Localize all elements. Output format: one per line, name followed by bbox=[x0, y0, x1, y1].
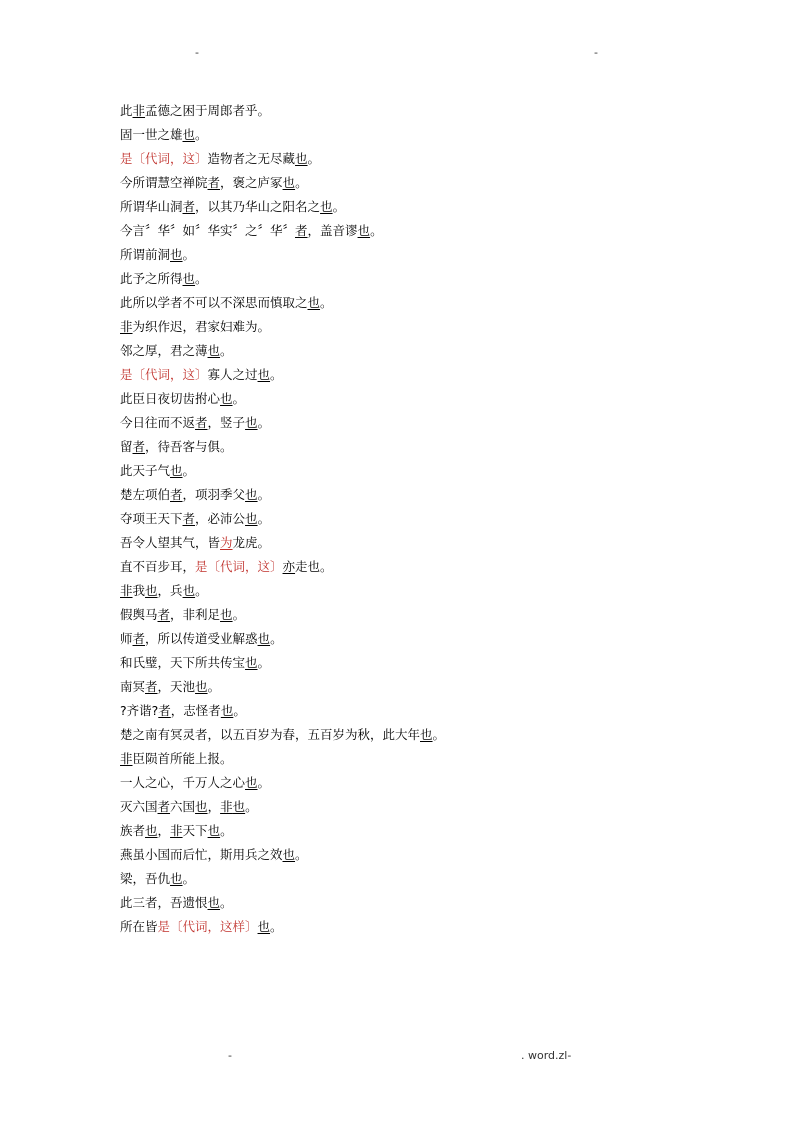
underlined-keyword: 也 bbox=[245, 775, 258, 790]
text-segment: 夺项王天下 bbox=[120, 511, 183, 526]
underlined-keyword: 者 bbox=[132, 439, 146, 454]
annotation-text: 是〔代词，这〕 bbox=[120, 367, 208, 382]
underlined-keyword: 者 bbox=[207, 175, 221, 190]
underlined-keyword: 为 bbox=[220, 535, 233, 550]
text-segment: 。 bbox=[232, 391, 246, 406]
underlined-keyword: 也 bbox=[245, 655, 258, 670]
text-line bbox=[120, 533, 740, 557]
text-line bbox=[120, 125, 740, 149]
text-segment: 所谓前洞 bbox=[120, 247, 171, 262]
text-segment: 师 bbox=[120, 631, 133, 646]
underlined-keyword: 也 bbox=[182, 271, 196, 286]
text-line bbox=[120, 269, 740, 293]
text-segment: ，项羽季父 bbox=[182, 487, 246, 502]
text-line bbox=[120, 893, 740, 917]
underlined-keyword: 非 bbox=[132, 103, 146, 118]
underlined-keyword: 者 bbox=[157, 607, 171, 622]
text-line bbox=[120, 821, 740, 845]
text-line bbox=[120, 437, 740, 461]
text-segment: 。 bbox=[332, 199, 346, 214]
underlined-keyword: 也 bbox=[207, 343, 221, 358]
text-line bbox=[120, 245, 740, 269]
text-segment: 。 bbox=[257, 487, 271, 502]
text-segment: 此三者，吾遗恨 bbox=[120, 895, 208, 910]
underlined-keyword: 者 bbox=[158, 703, 171, 718]
text-segment: 此 bbox=[120, 103, 133, 118]
text-segment: 所在皆 bbox=[120, 919, 158, 934]
text-segment: 。 bbox=[220, 343, 233, 358]
text-segment: ，志怪者 bbox=[170, 703, 221, 718]
text-line bbox=[120, 341, 740, 365]
text-segment: 我 bbox=[132, 583, 146, 598]
text-segment: 。 bbox=[320, 295, 333, 310]
text-segment: 。 bbox=[257, 511, 271, 526]
text-segment: 。 bbox=[245, 799, 258, 814]
text-line bbox=[120, 605, 740, 629]
underlined-keyword: 也 bbox=[245, 487, 258, 502]
underlined-keyword: 也 bbox=[257, 919, 271, 934]
text-line bbox=[120, 317, 740, 341]
text-segment: ，以其乃华山之阳名之 bbox=[195, 199, 321, 214]
text-segment: 。 bbox=[270, 919, 283, 934]
text-segment: 南冥 bbox=[120, 679, 146, 694]
text-segment: 今所谓慧空禅院 bbox=[120, 175, 208, 190]
text-line bbox=[120, 653, 740, 677]
text-segment: 留 bbox=[120, 439, 133, 454]
text-segment: 。 bbox=[195, 127, 208, 142]
text-segment: 此予之所得 bbox=[120, 271, 183, 286]
text-segment: 臣陨首所能上报。 bbox=[132, 751, 233, 766]
underlined-keyword: 者 bbox=[157, 799, 171, 814]
text-segment: 。 bbox=[232, 607, 246, 622]
text-line bbox=[120, 725, 740, 749]
text-segment: 天下 bbox=[182, 823, 208, 838]
text-segment: 。 bbox=[220, 823, 233, 838]
underlined-keyword: 者 bbox=[295, 223, 308, 238]
text-line bbox=[120, 509, 740, 533]
text-segment: ，褒之庐冢 bbox=[220, 175, 283, 190]
text-segment: 。 bbox=[233, 703, 246, 718]
text-segment: 族者 bbox=[120, 823, 146, 838]
text-segment: ，必沛公 bbox=[195, 511, 246, 526]
text-line bbox=[120, 149, 740, 173]
text-segment: 梁，吾仇 bbox=[120, 871, 171, 886]
underlined-keyword: 也 bbox=[195, 799, 208, 814]
text-line bbox=[120, 365, 740, 389]
text-segment: 直不百步耳， bbox=[120, 559, 196, 574]
text-line bbox=[120, 413, 740, 437]
text-segment: 假舆马 bbox=[120, 607, 158, 622]
underlined-keyword: 也 bbox=[170, 247, 183, 262]
text-segment: ，竖子 bbox=[207, 415, 246, 430]
annotation-text: 是〔代词，这〕 bbox=[120, 151, 208, 166]
text-segment: 。 bbox=[195, 583, 208, 598]
text-segment: ，天池 bbox=[157, 679, 196, 694]
text-line bbox=[120, 557, 740, 581]
text-line bbox=[120, 701, 740, 725]
text-segment: ， bbox=[207, 799, 221, 814]
text-segment: 固一世之雄 bbox=[120, 127, 183, 142]
header-left-mark: - bbox=[195, 46, 199, 59]
text-line bbox=[120, 845, 740, 869]
text-line bbox=[120, 773, 740, 797]
underlined-keyword: 也 bbox=[257, 631, 271, 646]
underlined-keyword: 也 bbox=[232, 799, 246, 814]
text-segment: ，盖音谬 bbox=[307, 223, 358, 238]
text-segment: 。 bbox=[257, 775, 271, 790]
document-body bbox=[120, 101, 740, 941]
underlined-keyword: 也 bbox=[220, 607, 233, 622]
underlined-keyword: 也 bbox=[170, 463, 183, 478]
text-line bbox=[120, 749, 740, 773]
underlined-keyword: 也 bbox=[282, 847, 296, 862]
text-segment: 所谓华山洞 bbox=[120, 199, 183, 214]
text-segment: 。 bbox=[295, 175, 308, 190]
underlined-keyword: 也 bbox=[170, 871, 183, 886]
underlined-keyword: 也 bbox=[295, 151, 308, 166]
text-line bbox=[120, 629, 740, 653]
text-segment: 六国 bbox=[170, 799, 196, 814]
text-segment: ，兵 bbox=[157, 583, 183, 598]
text-segment: 为织作迟，君家妇难为。 bbox=[132, 319, 271, 334]
text-segment: 楚之南有冥灵者，以五百岁为春，五百岁为秋，此大年 bbox=[120, 727, 421, 742]
text-segment: ?齐谐? bbox=[120, 703, 159, 718]
underlined-keyword: 也 bbox=[182, 583, 196, 598]
text-line bbox=[120, 917, 740, 941]
underlined-keyword: 者 bbox=[145, 679, 158, 694]
text-segment: 。 bbox=[432, 727, 446, 742]
text-segment: 吾令人望其气，皆 bbox=[120, 535, 221, 550]
text-segment: 。 bbox=[295, 847, 308, 862]
underlined-keyword: 非 bbox=[120, 319, 133, 334]
underlined-keyword: 者 bbox=[182, 199, 196, 214]
text-line bbox=[120, 389, 740, 413]
underlined-keyword: 也 bbox=[357, 223, 371, 238]
text-line bbox=[120, 677, 740, 701]
text-segment: 造物者之无尽藏 bbox=[207, 151, 296, 166]
text-segment: 和氏璧，天下所共传宝 bbox=[120, 655, 246, 670]
text-segment: 邻之厚，君之薄 bbox=[120, 343, 208, 358]
underlined-keyword: 也 bbox=[307, 295, 321, 310]
text-segment: 。 bbox=[370, 223, 383, 238]
text-segment: 。 bbox=[195, 271, 208, 286]
underlined-keyword: 也 bbox=[420, 727, 433, 742]
text-segment: 今言〞华〞如〞华实〞之〞华〞 bbox=[120, 223, 296, 238]
text-segment: 孟德之困于周郎者乎。 bbox=[145, 103, 271, 118]
underlined-keyword: 也 bbox=[207, 895, 221, 910]
underlined-keyword: 非 bbox=[120, 751, 133, 766]
text-segment: 。 bbox=[182, 463, 196, 478]
text-segment: 一人之心，千万人之心 bbox=[120, 775, 246, 790]
underlined-keyword: 非 bbox=[170, 823, 183, 838]
text-segment: 燕虽小国而后忙，斯用兵之效 bbox=[120, 847, 283, 862]
text-segment: 。 bbox=[307, 151, 321, 166]
annotation-text: 是〔代词，这样〕 bbox=[157, 919, 258, 934]
underlined-keyword: 也 bbox=[245, 415, 258, 430]
underlined-keyword: 者 bbox=[170, 487, 183, 502]
text-segment: 寡人之过 bbox=[207, 367, 258, 382]
annotation-text: 是〔代词，这〕 bbox=[195, 559, 283, 574]
text-line bbox=[120, 485, 740, 509]
text-line bbox=[120, 293, 740, 317]
text-segment: 。 bbox=[182, 871, 196, 886]
text-line bbox=[120, 101, 740, 125]
underlined-keyword: 也 bbox=[182, 127, 196, 142]
underlined-keyword: 也 bbox=[320, 199, 333, 214]
text-line bbox=[120, 221, 740, 245]
text-segment: 楚左项伯 bbox=[120, 487, 171, 502]
text-line bbox=[120, 461, 740, 485]
text-segment: 。 bbox=[257, 655, 271, 670]
underlined-keyword: 也 bbox=[195, 679, 208, 694]
text-segment: 此臣日夜切齿拊心 bbox=[120, 391, 221, 406]
underlined-keyword: 亦 bbox=[282, 559, 296, 574]
underlined-keyword: 也 bbox=[257, 367, 271, 382]
text-segment: 。 bbox=[270, 367, 283, 382]
text-segment: 龙虎。 bbox=[232, 535, 271, 550]
underlined-keyword: 也 bbox=[145, 583, 158, 598]
text-segment: 此天子气 bbox=[120, 463, 171, 478]
text-segment: 今日往而不返 bbox=[120, 415, 196, 430]
underlined-keyword: 者 bbox=[195, 415, 208, 430]
text-segment: 。 bbox=[207, 679, 221, 694]
text-segment: ，待吾客与俱。 bbox=[145, 439, 233, 454]
text-segment: 走也。 bbox=[295, 559, 333, 574]
underlined-keyword: 也 bbox=[282, 175, 296, 190]
text-line bbox=[120, 797, 740, 821]
text-segment: 。 bbox=[182, 247, 196, 262]
header-right-mark: - bbox=[594, 46, 598, 59]
text-segment: 灭六国 bbox=[120, 799, 158, 814]
text-segment: 。 bbox=[270, 631, 283, 646]
text-segment: ，所以传道受业解惑 bbox=[145, 631, 258, 646]
text-segment: 。 bbox=[220, 895, 233, 910]
underlined-keyword: 非 bbox=[120, 583, 133, 598]
footer-right-text: . word.zl- bbox=[521, 1049, 572, 1062]
text-line bbox=[120, 869, 740, 893]
underlined-keyword: 者 bbox=[132, 631, 146, 646]
underlined-keyword: 也 bbox=[245, 511, 258, 526]
underlined-keyword: 非 bbox=[220, 799, 233, 814]
footer-left-mark: - bbox=[228, 1049, 232, 1062]
text-segment: ，非利足 bbox=[170, 607, 221, 622]
underlined-keyword: 也 bbox=[145, 823, 158, 838]
underlined-keyword: 也 bbox=[220, 703, 234, 718]
underlined-keyword: 也 bbox=[207, 823, 221, 838]
text-line bbox=[120, 197, 740, 221]
underlined-keyword: 者 bbox=[182, 511, 196, 526]
text-line bbox=[120, 173, 740, 197]
text-line bbox=[120, 581, 740, 605]
text-segment: 此所以学者不可以不深思而慎取之 bbox=[120, 295, 308, 310]
text-segment: ， bbox=[157, 823, 171, 838]
underlined-keyword: 也 bbox=[220, 391, 233, 406]
text-segment: 。 bbox=[257, 415, 271, 430]
